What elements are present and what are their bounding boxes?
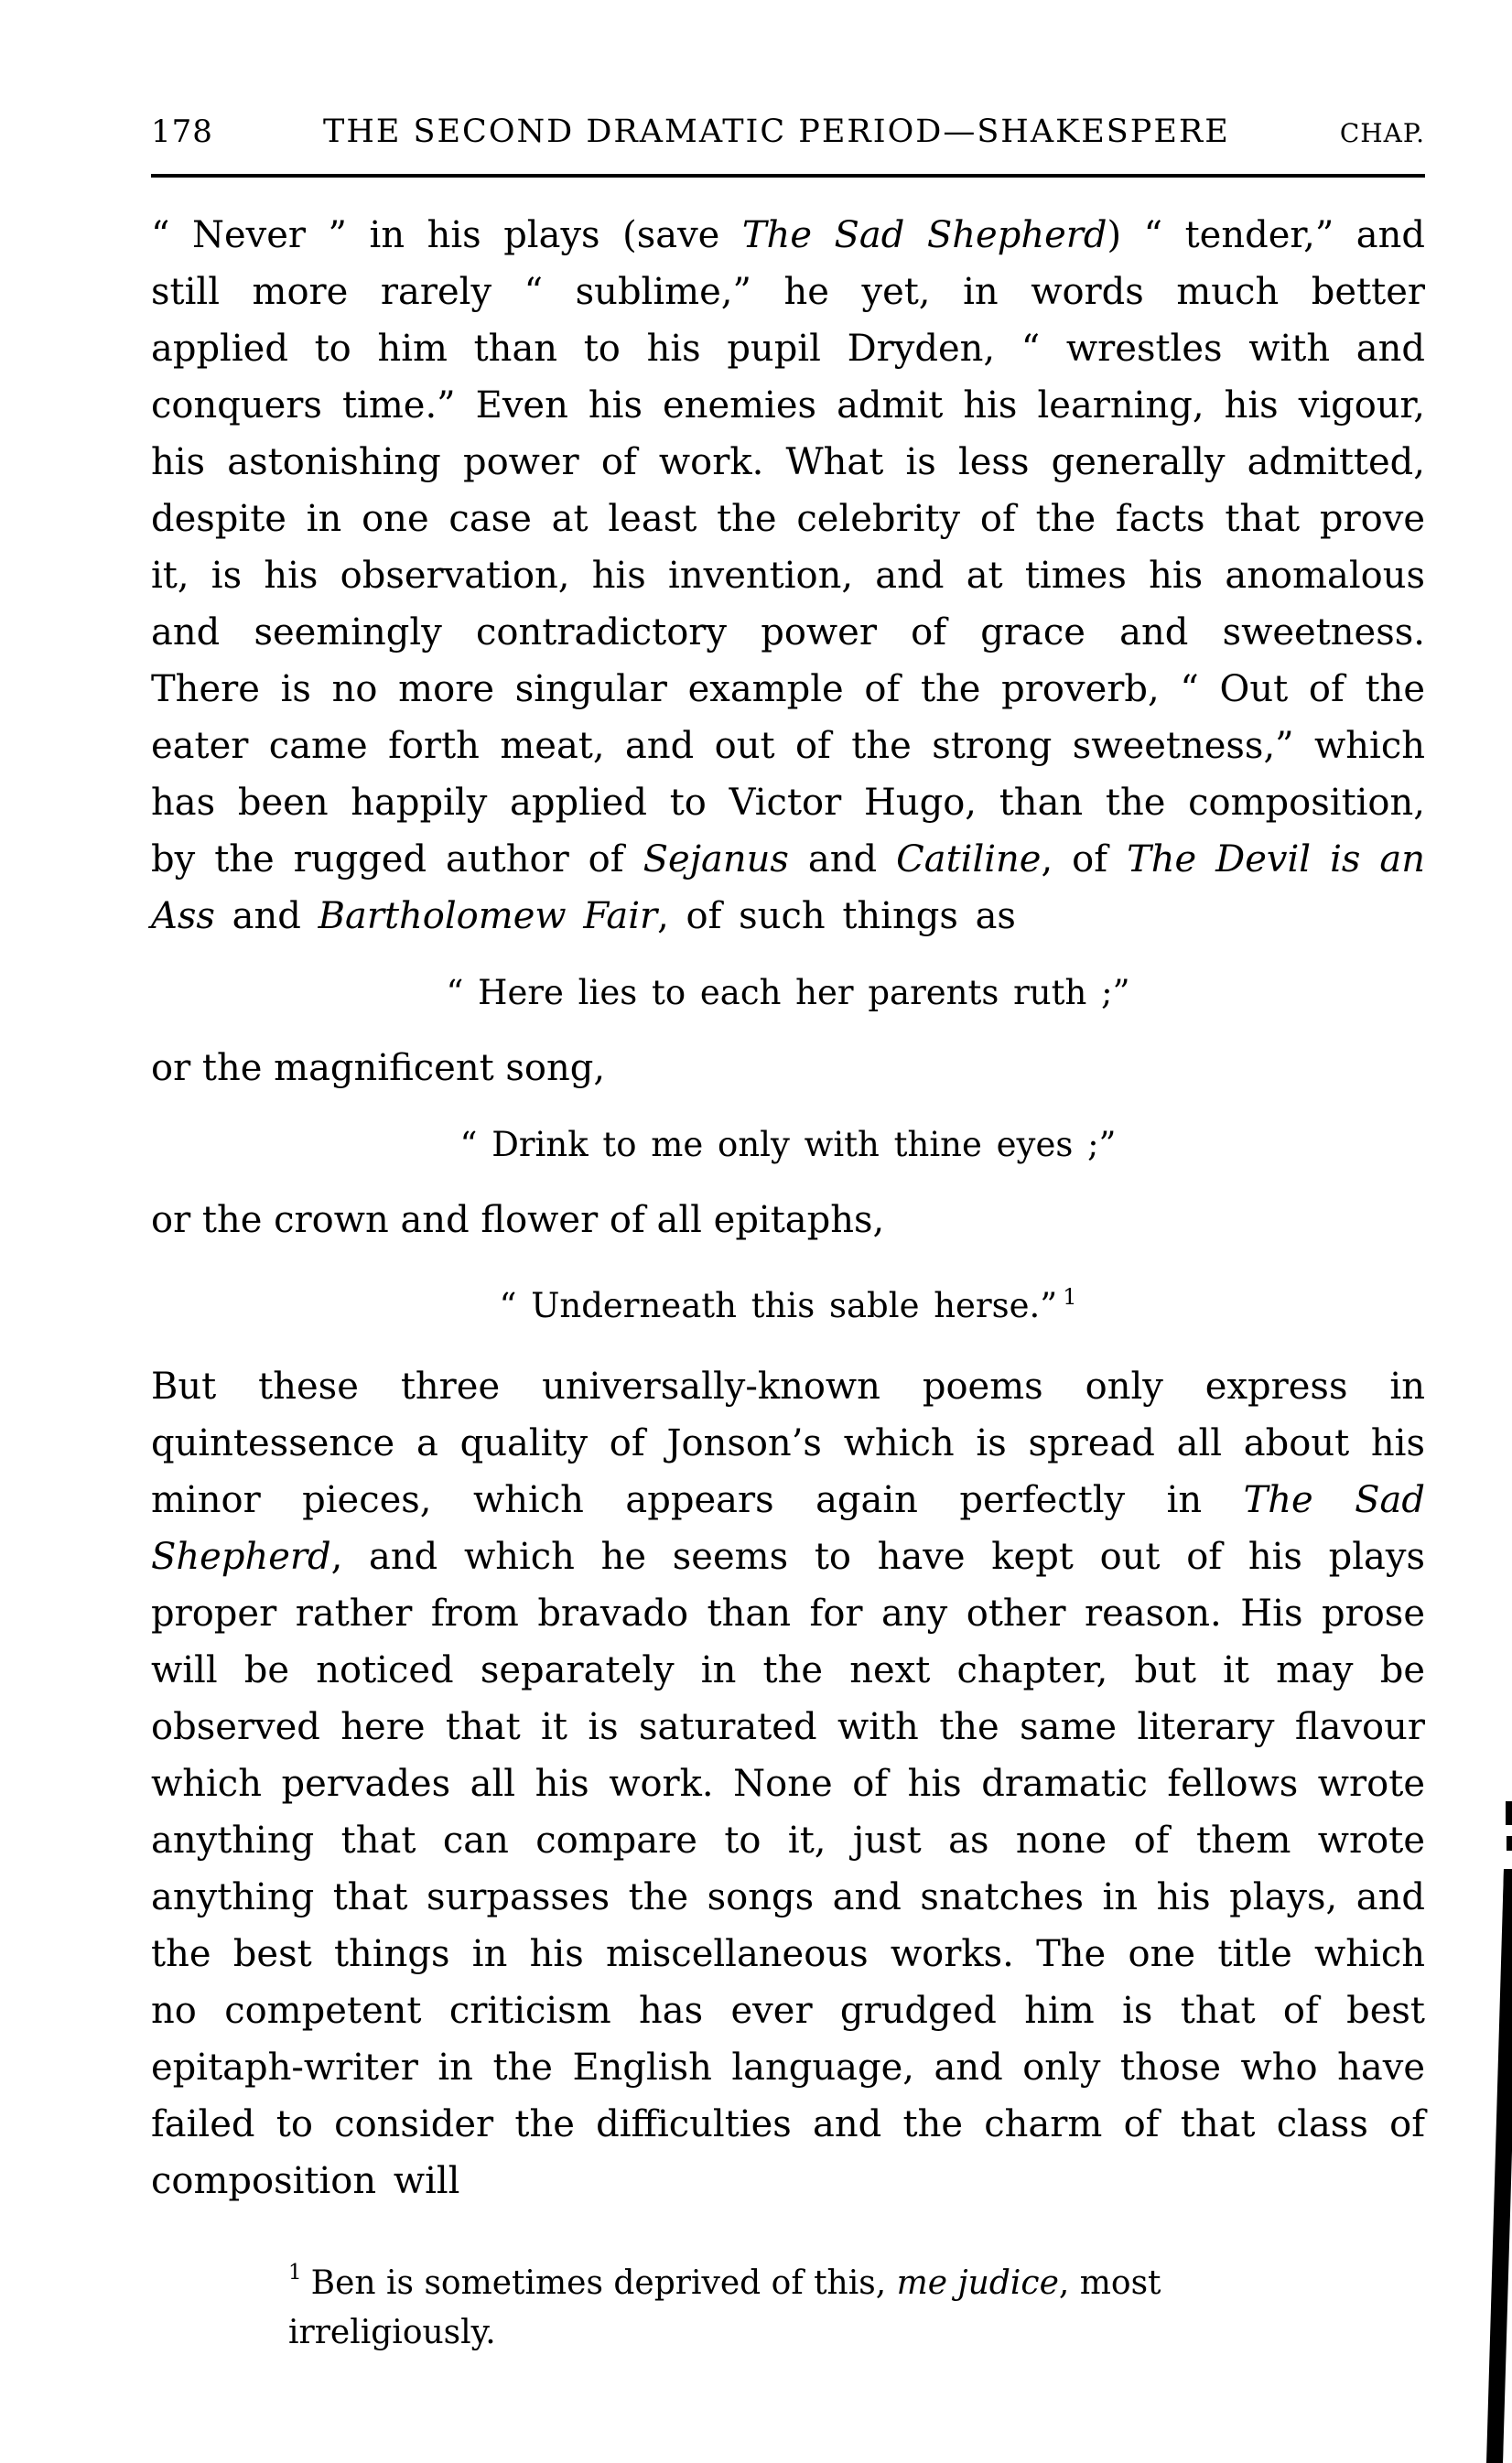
header-rule — [151, 174, 1425, 178]
verse-quote-3 — [151, 1269, 1425, 1334]
page-number: 178 — [151, 113, 213, 150]
chapter-label: CHAP. — [1339, 118, 1425, 148]
paragraph-1: “ Never ” in his plays (save The Sad Shepherd) “ tender,” and still more rarely “ sublime,” he yet, in words much better applied to him than to his pupil Dryden, “ wrestles with and conquers time.” Even his enemies admit his learning, his vigour, his astonishing power of work. What is less generally admitted, despite in one case at least the celebrity of the facts that prove it, is his observation, his invention, and at times his anomalous and seemingly contradictory power of grace and sweetness. There is no more singular example of the proverb, “ Out of the eater came forth meat, and out of the strong sweetness,” which has been happily applied to Victor Hugo, than the composition, by the rugged author of Sejanus and Catiline, of The Devil is an Ass and Bartholomew Fair, of such things as — [151, 214, 1426, 937]
running-header — [151, 0, 1425, 150]
verse-quote-1 — [151, 965, 1425, 1021]
footnote-marker: 1 — [288, 2261, 302, 2285]
footnote-reference: 1 — [1063, 1284, 1077, 1310]
paragraph-2: But these three universally-known poems only express in quintessence a quality of Jonson’s which is spread all about his minor pieces, which appears again perfectly in The Sad Shepherd, and which he seems to have kept out of his plays proper rather from bravado than for any other reason. His prose will be noticed separately in the next chapter, but it may be observed here that it is saturated with the same literary flavour which pervades all his work. None of his dramatic fellows wrote anything that can compare to it, just as none of them wrote anything that surpasses the songs and snatches in his plays, and the best things in his miscellaneous works. The one title which no competent criticism has ever grudged him is that of best epitaph-writer in the English language, and only those who have failed to consider the difficulties and the charm of that class of composition will — [151, 1366, 1425, 2202]
verse-quote-2 — [151, 1117, 1425, 1173]
footnote — [151, 2248, 1425, 2358]
between-line-2: or the crown and flower of all epitaphs, — [151, 1199, 885, 1241]
running-header-title: THE SECOND DRAMATIC PERIOD—SHAKESPERE — [322, 113, 1230, 150]
footnote-text: Ben is sometimes deprived of this, me judice, most irreligiously. — [288, 2264, 1161, 2351]
between-line-1: or the magnificent song, — [151, 1047, 606, 1089]
verse-quote-2-text: “ Drink to me only with thine eyes ;” — [459, 1125, 1117, 1164]
verse-quote-3-text: “ Underneath this sable herse.” — [499, 1286, 1058, 1325]
verse-quote-1-text: “ Here lies to each her parents ruth ;” — [446, 973, 1130, 1012]
scan-edge-artifact — [1475, 1785, 1512, 2463]
page-content — [151, 0, 1425, 2358]
